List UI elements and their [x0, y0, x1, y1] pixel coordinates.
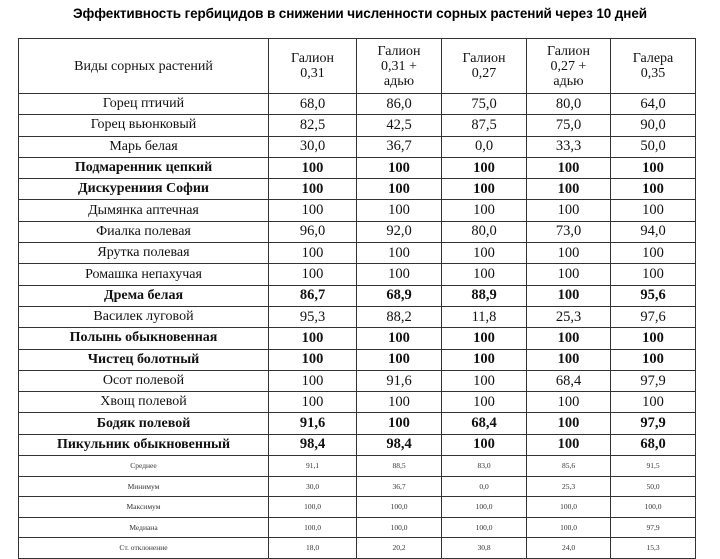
efficacy-value-cell: 100 — [357, 392, 442, 413]
table-row — [19, 221, 696, 242]
table-row — [19, 413, 696, 434]
efficacy-value-cell: 100 — [269, 179, 357, 200]
header-line: 0,27 — [471, 66, 497, 81]
efficacy-value-cell: 100 — [527, 179, 611, 200]
efficacy-value-cell: 100 — [357, 328, 442, 349]
table-row — [19, 264, 696, 285]
efficacy-value-cell: 100 — [442, 157, 527, 178]
efficacy-value-cell: 100 — [611, 328, 696, 349]
efficacy-value-cell: 100 — [269, 370, 357, 391]
efficacy-value-cell: 25,3 — [527, 306, 611, 327]
efficacy-value-cell: 100 — [611, 200, 696, 221]
header-row — [19, 39, 696, 94]
table-row — [19, 94, 696, 115]
efficacy-value-cell: 100 — [269, 349, 357, 370]
statistic-value-cell: 91,5 — [611, 456, 696, 477]
statistic-value-cell: 100,0 — [442, 497, 527, 518]
header-line: 0,31 + — [381, 58, 417, 74]
species-name-cell: Ромашка непахучая — [19, 264, 269, 285]
efficacy-value-cell: 100 — [611, 157, 696, 178]
statistic-value-cell: 88,5 — [357, 456, 442, 477]
statistic-value-cell: 85,6 — [527, 456, 611, 477]
header-line: Галион — [462, 51, 506, 66]
header-line: 0,27 + — [550, 58, 587, 74]
efficacy-value-cell: 100 — [269, 243, 357, 264]
herbicide-efficacy-table — [18, 38, 696, 559]
species-name-cell: Ярутка полевая — [19, 243, 269, 264]
efficacy-value-cell: 97,6 — [611, 306, 696, 327]
efficacy-value-cell: 68,4 — [442, 413, 527, 434]
column-header-galion-031-adyu — [357, 39, 442, 94]
statistic-value-cell: 24,0 — [527, 538, 611, 559]
species-name-cell: Чистец болотный — [19, 349, 269, 370]
species-name-cell: Дрема белая — [19, 285, 269, 306]
efficacy-value-cell: 100 — [442, 200, 527, 221]
efficacy-value-cell: 100 — [357, 179, 442, 200]
header-text: Виды сорных растений — [74, 58, 213, 74]
table-row — [19, 200, 696, 221]
efficacy-value-cell: 100 — [527, 243, 611, 264]
statistic-label-cell: Медиана — [19, 517, 269, 538]
efficacy-value-cell: 98,4 — [269, 434, 357, 455]
table-row — [19, 306, 696, 327]
statistic-label-cell: Ст. отклонение — [19, 538, 269, 559]
statistic-value-cell: 36,7 — [357, 476, 442, 497]
efficacy-value-cell: 42,5 — [357, 115, 442, 136]
efficacy-value-cell: 68,0 — [611, 434, 696, 455]
efficacy-value-cell: 100 — [269, 264, 357, 285]
statistic-label-cell: Максимум — [19, 497, 269, 518]
efficacy-value-cell: 64,0 — [611, 94, 696, 115]
table-row — [19, 434, 696, 455]
efficacy-value-cell: 100 — [357, 264, 442, 285]
species-name-cell: Горец вьюнковый — [19, 115, 269, 136]
efficacy-value-cell: 95,3 — [269, 306, 357, 327]
statistic-value-cell: 100,0 — [611, 497, 696, 518]
statistic-label-cell: Среднее — [19, 456, 269, 477]
efficacy-value-cell: 30,0 — [269, 136, 357, 157]
statistic-value-cell: 100,0 — [269, 497, 357, 518]
weed-rows — [19, 94, 696, 456]
summary-rows — [19, 456, 696, 559]
table-row — [19, 349, 696, 370]
statistic-value-cell: 25,3 — [527, 476, 611, 497]
header-line: 0,35 — [640, 66, 666, 81]
efficacy-value-cell: 100 — [269, 200, 357, 221]
efficacy-value-cell: 91,6 — [357, 370, 442, 391]
summary-row — [19, 517, 696, 538]
efficacy-value-cell: 100 — [269, 157, 357, 178]
species-name-cell: Дискурениия Софии — [19, 179, 269, 200]
species-name-cell: Полынь обыкновенная — [19, 328, 269, 349]
header-line: Галион — [546, 43, 591, 59]
species-name-cell: Фиалка полевая — [19, 221, 269, 242]
statistic-value-cell: 20,2 — [357, 538, 442, 559]
table-row — [19, 370, 696, 391]
efficacy-value-cell: 68,0 — [269, 94, 357, 115]
page-title: Эффективность гербицидов в снижении численности сорных растений через 10 дней — [73, 6, 647, 21]
column-header-species — [19, 39, 269, 94]
efficacy-value-cell: 100 — [527, 285, 611, 306]
efficacy-value-cell: 100 — [269, 328, 357, 349]
efficacy-value-cell: 97,9 — [611, 370, 696, 391]
species-name-cell: Пикульник обыкновенный — [19, 434, 269, 455]
statistic-label-cell: Минимум — [19, 476, 269, 497]
efficacy-value-cell: 96,0 — [269, 221, 357, 242]
summary-row — [19, 497, 696, 518]
table-row — [19, 328, 696, 349]
efficacy-value-cell: 100 — [527, 434, 611, 455]
species-name-cell: Дымянка аптечная — [19, 200, 269, 221]
species-name-cell: Осот полевой — [19, 370, 269, 391]
efficacy-value-cell: 100 — [442, 434, 527, 455]
efficacy-value-cell: 100 — [442, 392, 527, 413]
efficacy-value-cell: 100 — [357, 157, 442, 178]
column-header-galion-027 — [442, 39, 527, 94]
efficacy-value-cell: 100 — [527, 264, 611, 285]
efficacy-value-cell: 98,4 — [357, 434, 442, 455]
summary-row — [19, 456, 696, 477]
header-line: 0,31 — [300, 66, 325, 81]
statistic-value-cell: 18,0 — [269, 538, 357, 559]
table-row — [19, 136, 696, 157]
efficacy-value-cell: 86,0 — [357, 94, 442, 115]
efficacy-value-cell: 100 — [611, 392, 696, 413]
table-row — [19, 157, 696, 178]
column-header-galera-035 — [611, 39, 696, 94]
efficacy-value-cell: 100 — [357, 200, 442, 221]
efficacy-value-cell: 100 — [357, 413, 442, 434]
column-header-galion-031 — [269, 39, 357, 94]
summary-row — [19, 538, 696, 559]
efficacy-value-cell: 100 — [442, 264, 527, 285]
header-line: адью — [383, 73, 415, 89]
efficacy-value-cell: 100 — [442, 328, 527, 349]
species-name-cell: Василек луговой — [19, 306, 269, 327]
efficacy-value-cell: 80,0 — [442, 221, 527, 242]
efficacy-value-cell: 100 — [527, 349, 611, 370]
efficacy-value-cell: 100 — [527, 200, 611, 221]
statistic-value-cell: 100,0 — [357, 497, 442, 518]
header-line: Галера — [632, 51, 674, 66]
statistic-value-cell: 15,3 — [611, 538, 696, 559]
species-name-cell: Бодяк полевой — [19, 413, 269, 434]
efficacy-value-cell: 68,4 — [527, 370, 611, 391]
statistic-value-cell: 50,0 — [611, 476, 696, 497]
efficacy-value-cell: 100 — [442, 370, 527, 391]
statistic-value-cell: 83,0 — [442, 456, 527, 477]
efficacy-value-cell: 88,9 — [442, 285, 527, 306]
species-name-cell: Горец птичий — [19, 94, 269, 115]
efficacy-value-cell: 95,6 — [611, 285, 696, 306]
statistic-value-cell: 30,0 — [269, 476, 357, 497]
table-row — [19, 243, 696, 264]
efficacy-value-cell: 100 — [611, 264, 696, 285]
species-name-cell: Марь белая — [19, 136, 269, 157]
column-header-galion-027-adyu — [527, 39, 611, 94]
efficacy-value-cell: 86,7 — [269, 285, 357, 306]
table-row — [19, 179, 696, 200]
efficacy-value-cell: 73,0 — [527, 221, 611, 242]
efficacy-value-cell: 88,2 — [357, 306, 442, 327]
efficacy-value-cell: 100 — [611, 243, 696, 264]
efficacy-value-cell: 50,0 — [611, 136, 696, 157]
statistic-value-cell: 97,9 — [611, 517, 696, 538]
efficacy-value-cell: 100 — [527, 413, 611, 434]
efficacy-value-cell: 100 — [269, 392, 357, 413]
efficacy-value-cell: 97,9 — [611, 413, 696, 434]
efficacy-value-cell: 33,3 — [527, 136, 611, 157]
efficacy-value-cell: 87,5 — [442, 115, 527, 136]
efficacy-value-cell: 94,0 — [611, 221, 696, 242]
efficacy-value-cell: 100 — [442, 349, 527, 370]
efficacy-value-cell: 11,8 — [442, 306, 527, 327]
efficacy-value-cell: 91,6 — [269, 413, 357, 434]
statistic-value-cell: 100,0 — [442, 517, 527, 538]
species-name-cell: Подмаренник цепкий — [19, 157, 269, 178]
efficacy-value-cell: 80,0 — [527, 94, 611, 115]
efficacy-value-cell: 92,0 — [357, 221, 442, 242]
efficacy-value-cell: 100 — [527, 328, 611, 349]
statistic-value-cell: 100,0 — [527, 517, 611, 538]
summary-row — [19, 476, 696, 497]
efficacy-value-cell: 75,0 — [442, 94, 527, 115]
efficacy-value-cell: 100 — [442, 243, 527, 264]
table-row — [19, 115, 696, 136]
efficacy-value-cell: 100 — [357, 243, 442, 264]
statistic-value-cell: 91,1 — [269, 456, 357, 477]
species-name-cell: Хвощ полевой — [19, 392, 269, 413]
efficacy-value-cell: 75,0 — [527, 115, 611, 136]
efficacy-value-cell: 100 — [611, 349, 696, 370]
statistic-value-cell: 0,0 — [442, 476, 527, 497]
efficacy-value-cell: 100 — [527, 392, 611, 413]
header-line: Галион — [290, 51, 335, 66]
efficacy-value-cell: 0,0 — [442, 136, 527, 157]
header-line: адью — [553, 73, 584, 89]
table-row — [19, 285, 696, 306]
efficacy-value-cell: 90,0 — [611, 115, 696, 136]
statistic-value-cell: 100,0 — [357, 517, 442, 538]
statistic-value-cell: 100,0 — [527, 497, 611, 518]
table-row — [19, 392, 696, 413]
efficacy-value-cell: 100 — [357, 349, 442, 370]
efficacy-value-cell: 68,9 — [357, 285, 442, 306]
statistic-value-cell: 30,8 — [442, 538, 527, 559]
efficacy-value-cell: 100 — [611, 179, 696, 200]
efficacy-value-cell: 82,5 — [269, 115, 357, 136]
efficacy-value-cell: 100 — [527, 157, 611, 178]
statistic-value-cell: 100,0 — [269, 517, 357, 538]
header-line: Галион — [377, 43, 421, 59]
efficacy-value-cell: 36,7 — [357, 136, 442, 157]
efficacy-value-cell: 100 — [442, 179, 527, 200]
